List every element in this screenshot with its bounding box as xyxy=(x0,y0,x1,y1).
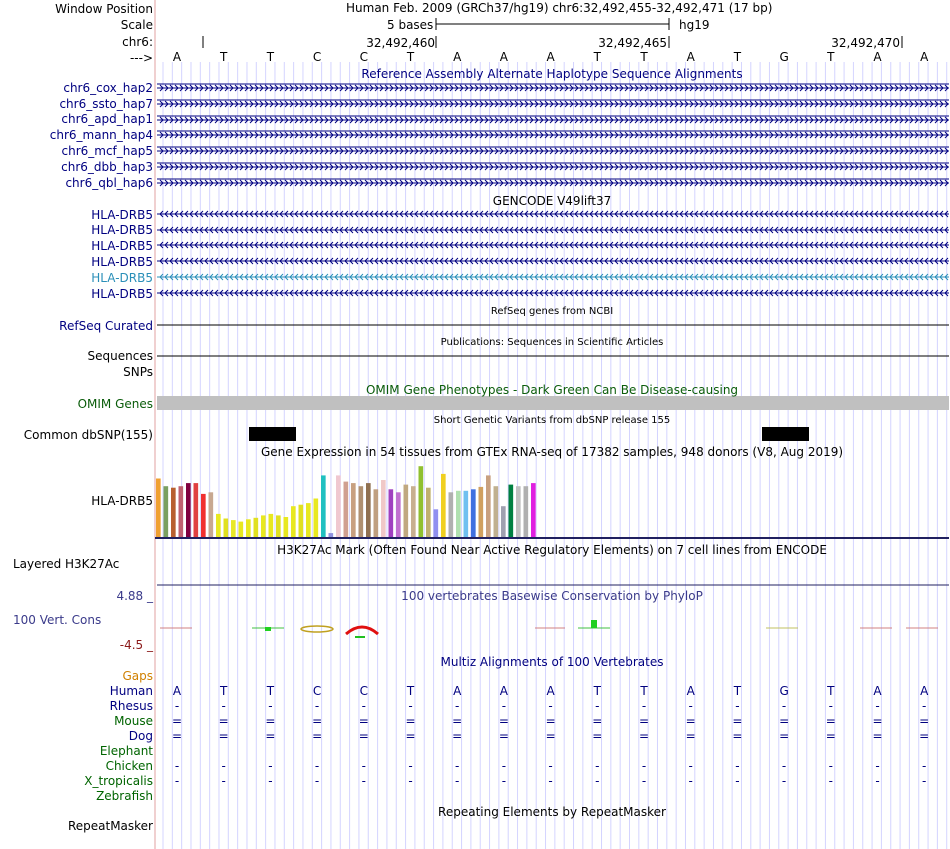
gtex-bar xyxy=(269,514,274,537)
scale-text: 5 bases xyxy=(387,18,434,32)
gtex-bar xyxy=(336,475,341,537)
alignment-base: A xyxy=(453,684,462,698)
conservation-peak xyxy=(591,620,597,628)
gtex-bar xyxy=(396,492,401,537)
base-letter: T xyxy=(406,50,415,64)
alignment-base: - xyxy=(408,759,413,773)
gtex-bar xyxy=(179,486,184,537)
gtex-bar xyxy=(486,475,491,537)
alignment-base: = xyxy=(452,714,463,728)
gtex-bar xyxy=(524,486,529,537)
track-label-hap[interactable]: chr6_dbb_hap3 xyxy=(61,160,153,174)
alignment-base: = xyxy=(545,714,556,728)
gtex-bar xyxy=(344,482,349,537)
track-label-repeatmasker[interactable]: RepeatMasker xyxy=(67,819,153,833)
base-letter: T xyxy=(640,50,648,64)
alignment-base: = xyxy=(732,714,743,728)
alt-haplotype-track-title[interactable]: Reference Assembly Alternate Haplotype Sequence Alignments xyxy=(361,67,743,81)
alignment-base: = xyxy=(638,729,650,743)
alignment-base: A xyxy=(546,684,555,698)
conservation-max-label: 4.88 _ xyxy=(116,589,153,603)
gtex-bar xyxy=(434,509,439,537)
alignment-base: - xyxy=(455,699,460,713)
track-label-transcript[interactable]: HLA-DRB5 xyxy=(91,239,153,253)
alignment-base: - xyxy=(781,699,787,713)
alignment-base: = xyxy=(265,714,276,728)
track-label-omim[interactable]: OMIM Genes xyxy=(77,397,153,411)
track-label-gtex[interactable]: HLA-DRB5 xyxy=(91,494,153,508)
gtex-bar xyxy=(201,494,206,537)
coord-label: 32,492,460 xyxy=(366,36,435,50)
alignment-base: - xyxy=(828,699,833,713)
alignment-base: - xyxy=(361,699,366,713)
base-letter: T xyxy=(220,50,228,64)
alignment-base: - xyxy=(922,774,927,788)
alignment-base: T xyxy=(593,684,601,698)
gtex-bar xyxy=(509,485,514,537)
alignment-base: - xyxy=(595,774,600,788)
species-label[interactable]: Elephant xyxy=(99,744,153,758)
alignment-base: - xyxy=(501,759,507,773)
alignment-base: - xyxy=(922,759,927,773)
alignment-base: = xyxy=(218,714,229,728)
gtex-bar xyxy=(239,522,244,537)
base-letter: T xyxy=(266,50,275,64)
track-label-transcript[interactable]: HLA-DRB5 xyxy=(91,223,153,237)
alignment-base: = xyxy=(779,729,790,743)
track-label-hap[interactable]: chr6_mcf_hap5 xyxy=(61,144,153,158)
gtex-bar xyxy=(471,489,476,537)
alignment-base: T xyxy=(266,684,275,698)
omim-band xyxy=(157,396,949,410)
gtex-bar xyxy=(224,519,229,538)
alignment-base: = xyxy=(498,729,509,743)
track-label-hap[interactable]: chr6_mann_hap4 xyxy=(49,128,153,142)
alignment-base: T xyxy=(733,684,742,698)
base-letter: A xyxy=(499,50,508,64)
alignment-base: = xyxy=(732,729,743,743)
dbsnp-track-title[interactable]: Short Genetic Variants from dbSNP release 155 xyxy=(433,415,671,426)
alignment-base: - xyxy=(875,774,880,788)
alignment-base: = xyxy=(638,714,650,728)
alignment-base: = xyxy=(358,729,369,743)
alignment-base: - xyxy=(501,699,507,713)
alignment-base: = xyxy=(919,714,930,728)
alignment-base: = xyxy=(265,729,276,743)
base-letter: A xyxy=(920,50,929,64)
gtex-bar xyxy=(479,487,484,537)
gtex-bar xyxy=(231,520,236,537)
alignment-base: - xyxy=(268,774,273,788)
dbsnp-variant xyxy=(762,427,809,441)
gtex-bar xyxy=(441,474,446,537)
gtex-bar xyxy=(209,492,214,537)
alignment-base: = xyxy=(779,714,790,728)
base-letter: A xyxy=(686,50,695,64)
alignment-base: - xyxy=(174,774,180,788)
dbsnp-variant xyxy=(249,427,296,441)
conservation-peak xyxy=(265,627,271,631)
alignment-base: T xyxy=(827,684,835,698)
alignment-base: = xyxy=(405,729,416,743)
alignment-base: C xyxy=(359,684,368,698)
gtex-bar xyxy=(291,506,296,537)
track-label-gaps[interactable]: Gaps xyxy=(122,669,153,683)
gtex-bar xyxy=(156,479,161,538)
conservation-mark xyxy=(346,627,378,634)
multiz-track-title[interactable]: Multiz Alignments of 100 Vertebrates xyxy=(440,655,664,669)
gtex-bar xyxy=(389,489,394,537)
gtex-bar xyxy=(171,488,176,537)
track-label-transcript[interactable]: HLA-DRB5 xyxy=(91,208,153,222)
alignment-base: - xyxy=(595,699,600,713)
alignment-base: = xyxy=(358,714,369,728)
alignment-base: - xyxy=(361,774,366,788)
alignment-base: - xyxy=(408,699,413,713)
gtex-track-title[interactable]: Gene Expression in 54 tissues from GTEx RNA-seq of 17382 samples, 948 donors (V8, Aug 2019) xyxy=(260,445,844,459)
gtex-bar xyxy=(261,515,266,537)
conservation-mark xyxy=(301,626,333,632)
gtex-bar xyxy=(276,515,281,537)
alignment-base: = xyxy=(545,729,556,743)
gtex-bar xyxy=(186,483,191,537)
alignment-base: T xyxy=(220,684,228,698)
alignment-base: = xyxy=(452,729,463,743)
species-label[interactable]: X_tropicalis xyxy=(84,774,153,788)
track-label-hap[interactable]: chr6_qbl_hap6 xyxy=(65,176,153,190)
alignment-base: - xyxy=(361,759,366,773)
publications-track-title[interactable]: Publications: Sequences in Scientific Articles xyxy=(440,337,664,348)
track-label-transcript[interactable]: HLA-DRB5 xyxy=(91,271,153,285)
alignment-base: - xyxy=(455,774,460,788)
gtex-bar xyxy=(164,486,169,537)
conservation-track-title[interactable]: 100 vertebrates Basewise Conservation by PhyloP xyxy=(401,589,703,603)
track-label-transcript[interactable]: HLA-DRB5 xyxy=(91,287,153,301)
base-letter: A xyxy=(172,50,182,64)
track-label-refseq[interactable]: RefSeq Curated xyxy=(59,319,153,333)
gtex-bar xyxy=(359,486,364,537)
position-text: Human Feb. 2009 (GRCh37/hg19) chr6:32,492,455-32,492,471 (17 bp) xyxy=(346,1,773,15)
species-label[interactable]: Rhesus xyxy=(109,699,153,713)
alignment-base: - xyxy=(688,759,693,773)
track-label-h3k27ac[interactable]: Layered H3K27Ac xyxy=(13,557,120,571)
gtex-bar xyxy=(246,519,251,537)
track-label-snps[interactable]: SNPs xyxy=(123,365,153,379)
alignment-base: - xyxy=(922,699,927,713)
alignment-base: - xyxy=(314,759,320,773)
gtex-bar xyxy=(194,483,199,537)
gtex-bar xyxy=(366,483,371,537)
alignment-base: - xyxy=(221,774,226,788)
alignment-base: = xyxy=(592,714,603,728)
alignment-base: = xyxy=(405,714,416,728)
assembly-label: hg19 xyxy=(679,18,710,32)
gtex-bar xyxy=(374,489,379,537)
alignment-base: = xyxy=(312,729,323,743)
track-label-hap[interactable]: chr6_apd_hap1 xyxy=(61,112,153,126)
chrom-label[interactable]: chr6: xyxy=(122,35,153,49)
alignment-base: - xyxy=(548,774,553,788)
alignment-base: - xyxy=(268,699,273,713)
base-letter: C xyxy=(359,50,368,64)
alignment-base: = xyxy=(825,714,836,728)
gtex-bar xyxy=(426,488,431,537)
coord-label: 32,492,470 xyxy=(831,36,900,50)
alignment-base: - xyxy=(174,699,180,713)
refseq-track-title[interactable]: RefSeq genes from NCBI xyxy=(490,306,614,317)
track-label-conservation[interactable]: 100 Vert. Cons xyxy=(13,613,102,627)
gtex-bar xyxy=(254,518,259,537)
gtex-bar xyxy=(284,517,289,537)
alignment-base: - xyxy=(548,699,553,713)
repeatmasker-track-title[interactable]: Repeating Elements by RepeatMasker xyxy=(438,805,666,819)
gtex-bar xyxy=(531,483,536,537)
species-label[interactable]: Zebrafish xyxy=(96,789,153,803)
species-label[interactable]: Chicken xyxy=(105,759,153,773)
alignment-base: A xyxy=(873,684,882,698)
alignment-base: - xyxy=(875,759,880,773)
track-label-sequences[interactable]: Sequences xyxy=(87,349,153,363)
alignment-base: = xyxy=(872,729,883,743)
alignment-base: A xyxy=(172,684,182,698)
alignment-base: - xyxy=(641,759,647,773)
track-label-hap[interactable]: chr6_ssto_hap7 xyxy=(59,97,153,111)
alignment-base: - xyxy=(781,759,787,773)
gtex-bar xyxy=(321,475,326,537)
alignment-base: - xyxy=(875,699,880,713)
alignment-base: - xyxy=(455,759,460,773)
alignment-base: - xyxy=(641,699,647,713)
base-letter: G xyxy=(779,50,789,64)
coord-label: 32,492,465 xyxy=(598,36,667,50)
window-position-label: Window Position xyxy=(55,2,153,16)
alignment-base: - xyxy=(735,774,740,788)
gtex-bar xyxy=(456,491,461,537)
alignment-base: - xyxy=(828,759,833,773)
alignment-base: - xyxy=(595,759,600,773)
gtex-bar xyxy=(329,533,334,537)
strand-label[interactable]: ---> xyxy=(129,51,153,65)
alignment-base: - xyxy=(314,699,320,713)
gencode-track-title[interactable]: GENCODE V49lift37 xyxy=(492,194,612,208)
gtex-bar xyxy=(494,486,499,537)
gtex-bar xyxy=(516,486,521,537)
alignment-base: = xyxy=(592,729,603,743)
alignment-base: C xyxy=(312,684,322,698)
base-letter: A xyxy=(546,50,555,64)
alignment-base: - xyxy=(314,774,320,788)
conservation-min-label: -4.5 _ xyxy=(119,638,153,652)
alignment-base: A xyxy=(686,684,695,698)
alignment-base: = xyxy=(312,714,323,728)
alignment-base: - xyxy=(221,699,226,713)
alignment-base: - xyxy=(641,774,647,788)
alignment-base: = xyxy=(685,714,696,728)
alignment-base: = xyxy=(919,729,930,743)
alignment-base: - xyxy=(174,759,180,773)
alignment-base: - xyxy=(221,759,226,773)
alignment-base: A xyxy=(920,684,929,698)
scale-label: Scale xyxy=(120,18,153,32)
h3k27ac-track-title[interactable]: H3K27Ac Mark (Often Found Near Active Regulatory Elements) on 7 cell lines from ENCODE xyxy=(277,543,827,557)
base-letter: C xyxy=(312,50,322,64)
base-letter: A xyxy=(453,50,462,64)
species-label[interactable]: Mouse xyxy=(114,714,153,728)
alignment-base: - xyxy=(735,759,740,773)
alignment-base: - xyxy=(501,774,507,788)
gtex-bar xyxy=(464,491,469,537)
alignment-base: = xyxy=(685,729,696,743)
track-label-hap[interactable]: chr6_cox_hap2 xyxy=(63,81,153,95)
track-label-dbsnp[interactable]: Common dbSNP(155) xyxy=(23,428,153,442)
alignment-base: = xyxy=(498,714,509,728)
alignment-base: = xyxy=(825,729,836,743)
alignment-base: T xyxy=(640,684,648,698)
gtex-bar xyxy=(411,486,416,537)
gtex-bar xyxy=(351,483,356,537)
track-label-transcript[interactable]: HLA-DRB5 xyxy=(91,255,153,269)
conservation-mark xyxy=(355,636,365,638)
alignment-base: - xyxy=(735,699,740,713)
gtex-bar xyxy=(404,485,409,537)
alignment-base: = xyxy=(872,714,883,728)
alignment-base: = xyxy=(171,729,183,743)
base-letter: T xyxy=(733,50,742,64)
alignment-base: A xyxy=(499,684,508,698)
gtex-bar xyxy=(381,480,386,537)
gtex-bar xyxy=(299,505,304,537)
alignment-base: - xyxy=(688,774,693,788)
base-letter: T xyxy=(593,50,601,64)
gtex-bar xyxy=(306,503,311,537)
alignment-base: = xyxy=(218,729,229,743)
species-label[interactable]: Dog xyxy=(128,729,153,743)
alignment-base: - xyxy=(781,774,787,788)
species-label[interactable]: Human xyxy=(109,684,153,698)
alignment-base: - xyxy=(828,774,833,788)
base-letter: A xyxy=(873,50,882,64)
gtex-bar xyxy=(419,466,424,537)
alignment-base: - xyxy=(268,759,273,773)
alignment-base: - xyxy=(688,699,693,713)
alignment-base: - xyxy=(408,774,413,788)
omim-track-title[interactable]: OMIM Gene Phenotypes - Dark Green Can Be Disease-causing xyxy=(365,383,739,397)
alignment-base: T xyxy=(406,684,415,698)
alignment-base: - xyxy=(548,759,553,773)
gtex-bar xyxy=(501,506,506,537)
base-letter: T xyxy=(827,50,835,64)
gtex-bar xyxy=(216,514,221,537)
gtex-bar xyxy=(314,499,319,538)
gtex-bar xyxy=(449,492,454,537)
alignment-base: = xyxy=(171,714,183,728)
alignment-base: G xyxy=(779,684,789,698)
